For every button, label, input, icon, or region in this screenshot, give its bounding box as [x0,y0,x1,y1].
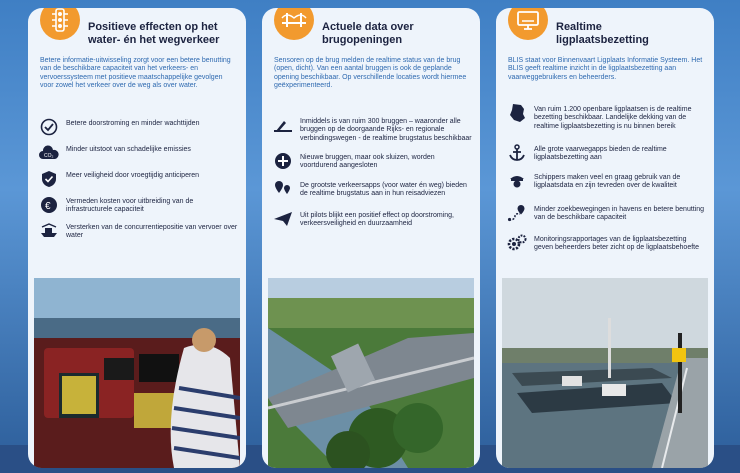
traffic-light-badge [40,8,80,40]
ship-arrow-icon [38,222,60,240]
card-title: Realtime ligplaatsbezetting [556,21,649,46]
harbor-photo [502,278,708,468]
drawbridge-icon [272,116,294,134]
list-item: Minder zoekbewegingen in havens en betere benutting van de beschikbare capaciteit [506,204,706,234]
check-badge-icon [38,118,60,136]
svg-text:€: € [45,201,51,212]
ship-bridge-photo [34,278,240,468]
list-item: Meer veiligheid door vroegtijdig anticiperen [38,170,238,196]
paper-plane-icon [272,210,294,228]
benefits-list [38,118,238,248]
bridge-list [272,116,472,240]
card-title: Positieve effecten op het water- én het wegverkeer [88,21,220,46]
list-item: € Vermeden kosten voor uitbreiding van de infrastructurele capaciteit [38,196,238,222]
list-item: Nieuwe bruggen, maar ook sluizen, worden voortdurend aangesloten [272,152,472,180]
card-intro: Betere informatie-uitwisseling zorgt voor een betere benutting van de beschikbare capaciteit van het verkeers- en vervoerssysteem met positieve maatschappelijke gevolgen voor zowel het verkeer over de weg als over water. [40,57,231,90]
bridge-aerial-photo [268,278,474,468]
card-intro: BLIS staat voor Binnenvaart Ligplaats Informatie Systeem. Het BLIS geeft realtime inzicht in de ligplaatsbezetting aan vaarweggebruikers en beheerders. [508,57,703,81]
map-pins-icon [272,180,294,198]
bridge-icon [281,10,307,30]
netherlands-map-icon [506,104,528,122]
svg-text:CO₂: CO₂ [44,153,54,159]
route-pin-icon [506,204,528,222]
list-item: Inmiddels is van ruim 300 bruggen – waaronder alle bruggen op de doorgaande Rijks- en regionale verbindingswegen - de realtime brugstatus beschikbaar [272,116,472,152]
monitor-badge [508,8,548,40]
list-item: CO₂ Minder uitstoot van schadelijke emissies [38,144,238,170]
card-title: Actuele data over brugopeningen [322,21,414,46]
card-bridge-data [262,8,480,468]
monitor-icon [516,10,540,30]
list-item: Betere doorstroming en minder wachttijden [38,118,238,144]
list-item: Monitoringsrapportages van de ligplaatsbezetting geven beheerders beter zicht op de ligplaatsbehoefte [506,234,706,268]
card-traffic-effects [28,8,246,468]
gears-icon [506,234,528,252]
list-item: De grootste verkeersapps (voor water én weg) bieden de realtime brugstatus aan in hun reisadviezen [272,180,472,210]
co2-cloud-icon [38,144,60,162]
bridge-badge [274,8,314,40]
list-item: Van ruim 1.200 openbare ligplaatsen is de realtime bezetting beschikbaar. Landelijke dekking van de realtime ligplaatsbezetting is nu binnen bereik [506,104,706,144]
anchor-icon [506,144,528,162]
captain-icon [506,172,528,190]
list-item: Uit pilots blijkt een positief effect op doorstroming, verkeersveiligheid en duurzaamheid [272,210,472,240]
list-item: Alle grote vaarwegapps bieden de realtime ligplaatsbezetting aan [506,144,706,172]
list-item: Versterken van de concurrentiepositie van vervoer over water [38,222,238,248]
card-berth-occupancy [496,8,714,468]
berth-list [506,104,706,268]
traffic-light-icon [50,8,70,32]
shield-check-icon [38,170,60,188]
list-item: Schippers maken veel en graag gebruik van de ligplaatsdata en zijn tevreden over de kwaliteit [506,172,706,204]
plus-circle-icon [272,152,294,170]
euro-coins-icon [38,196,60,214]
card-intro: Sensoren op de brug melden de realtime status van de brug (open, dicht). Van een aantal bruggen is ook de geplande opening beschikbaar. Op verschillende locaties wordt hiermee geëxperimenteerd. [274,57,467,90]
